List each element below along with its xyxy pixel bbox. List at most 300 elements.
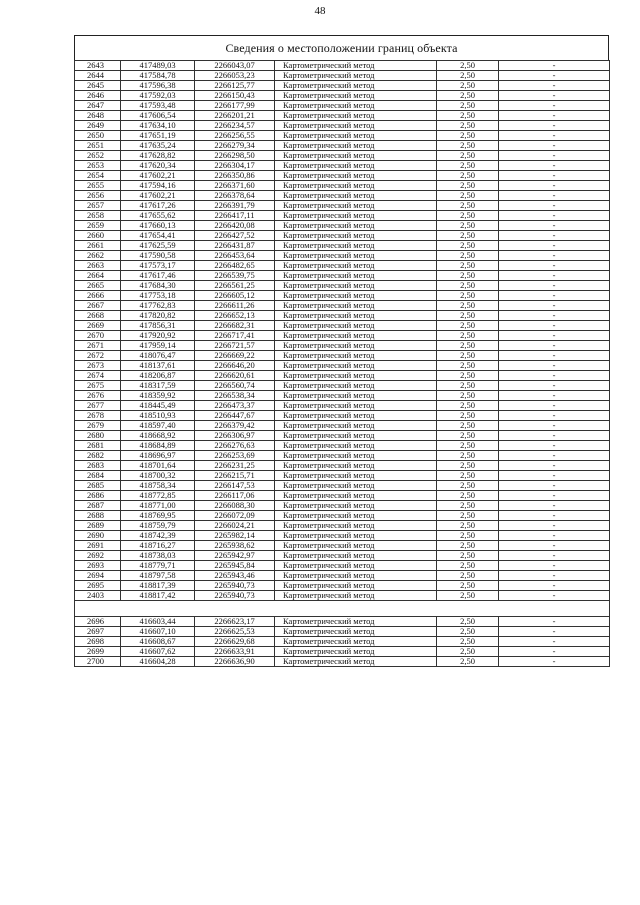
method-cell: Картометрический метод <box>275 351 437 361</box>
x-coordinate-cell: 416607,10 <box>121 627 195 637</box>
y-coordinate-cell: 2266652,13 <box>195 311 275 321</box>
accuracy-cell: 2,50 <box>437 591 499 601</box>
point-number-cell: 2655 <box>75 181 121 191</box>
table-row <box>75 311 610 321</box>
accuracy-cell: 2,50 <box>437 61 499 71</box>
point-number-cell: 2688 <box>75 511 121 521</box>
y-coordinate-cell: 2265942,97 <box>195 551 275 561</box>
accuracy-cell: 2,50 <box>437 541 499 551</box>
x-coordinate-cell: 417654,41 <box>121 231 195 241</box>
y-coordinate-cell: 2266147,53 <box>195 481 275 491</box>
accuracy-cell: 2,50 <box>437 211 499 221</box>
description-cell: - <box>499 371 610 381</box>
method-cell: Картометрический метод <box>275 241 437 251</box>
point-number-cell: 2682 <box>75 451 121 461</box>
y-coordinate-cell: 2266279,34 <box>195 141 275 151</box>
table-row <box>75 551 610 561</box>
y-coordinate-cell: 2265982,14 <box>195 531 275 541</box>
description-cell: - <box>499 311 610 321</box>
description-cell: - <box>499 121 610 131</box>
description-cell: - <box>499 411 610 421</box>
y-coordinate-cell: 2266417,11 <box>195 211 275 221</box>
table-row <box>75 71 610 81</box>
accuracy-cell: 2,50 <box>437 321 499 331</box>
y-coordinate-cell: 2266447,67 <box>195 411 275 421</box>
method-cell: Картометрический метод <box>275 401 437 411</box>
x-coordinate-cell: 418359,92 <box>121 391 195 401</box>
table-row <box>75 431 610 441</box>
y-coordinate-cell: 2266306,97 <box>195 431 275 441</box>
accuracy-cell: 2,50 <box>437 141 499 151</box>
y-coordinate-cell: 2266431,87 <box>195 241 275 251</box>
description-cell: - <box>499 541 610 551</box>
method-cell: Картометрический метод <box>275 171 437 181</box>
point-number-cell: 2661 <box>75 241 121 251</box>
y-coordinate-cell: 2266088,30 <box>195 501 275 511</box>
x-coordinate-cell: 417655,62 <box>121 211 195 221</box>
method-cell: Картометрический метод <box>275 541 437 551</box>
accuracy-cell: 2,50 <box>437 381 499 391</box>
accuracy-cell: 2,50 <box>437 657 499 667</box>
accuracy-cell: 2,50 <box>437 431 499 441</box>
y-coordinate-cell: 2266117,06 <box>195 491 275 501</box>
x-coordinate-cell: 418684,89 <box>121 441 195 451</box>
description-cell: - <box>499 281 610 291</box>
x-coordinate-cell: 417856,31 <box>121 321 195 331</box>
method-cell: Картометрический метод <box>275 511 437 521</box>
method-cell: Картометрический метод <box>275 381 437 391</box>
x-coordinate-cell: 416607,62 <box>121 647 195 657</box>
x-coordinate-cell: 417596,38 <box>121 81 195 91</box>
accuracy-cell: 2,50 <box>437 461 499 471</box>
point-number-cell: 2671 <box>75 341 121 351</box>
description-cell: - <box>499 141 610 151</box>
description-cell: - <box>499 71 610 81</box>
point-number-cell: 2697 <box>75 627 121 637</box>
point-number-cell: 2666 <box>75 291 121 301</box>
description-cell: - <box>499 331 610 341</box>
y-coordinate-cell: 2266378,64 <box>195 191 275 201</box>
point-number-cell: 2656 <box>75 191 121 201</box>
table-row <box>75 221 610 231</box>
accuracy-cell: 2,50 <box>437 411 499 421</box>
accuracy-cell: 2,50 <box>437 521 499 531</box>
method-cell: Картометрический метод <box>275 71 437 81</box>
x-coordinate-cell: 418668,92 <box>121 431 195 441</box>
description-cell: - <box>499 161 610 171</box>
point-number-cell: 2665 <box>75 281 121 291</box>
table-row <box>75 371 610 381</box>
accuracy-cell: 2,50 <box>437 331 499 341</box>
accuracy-cell: 2,50 <box>437 561 499 571</box>
point-number-cell: 2695 <box>75 581 121 591</box>
description-cell: - <box>499 561 610 571</box>
y-coordinate-cell: 2266633,91 <box>195 647 275 657</box>
accuracy-cell: 2,50 <box>437 617 499 627</box>
accuracy-cell: 2,50 <box>437 581 499 591</box>
y-coordinate-cell: 2266201,21 <box>195 111 275 121</box>
accuracy-cell: 2,50 <box>437 627 499 637</box>
accuracy-cell: 2,50 <box>437 501 499 511</box>
method-cell: Картометрический метод <box>275 291 437 301</box>
y-coordinate-cell: 2266646,20 <box>195 361 275 371</box>
accuracy-cell: 2,50 <box>437 341 499 351</box>
point-number-cell: 2692 <box>75 551 121 561</box>
y-coordinate-cell: 2266234,57 <box>195 121 275 131</box>
y-coordinate-cell: 2266253,69 <box>195 451 275 461</box>
table-row <box>75 581 610 591</box>
accuracy-cell: 2,50 <box>437 171 499 181</box>
x-coordinate-cell: 417762,83 <box>121 301 195 311</box>
method-cell: Картометрический метод <box>275 551 437 561</box>
description-cell: - <box>499 111 610 121</box>
table-row <box>75 571 610 581</box>
point-number-cell: 2676 <box>75 391 121 401</box>
accuracy-cell: 2,50 <box>437 361 499 371</box>
accuracy-cell: 2,50 <box>437 491 499 501</box>
accuracy-cell: 2,50 <box>437 311 499 321</box>
method-cell: Картометрический метод <box>275 571 437 581</box>
method-cell: Картометрический метод <box>275 331 437 341</box>
point-number-cell: 2646 <box>75 91 121 101</box>
page-number: 48 <box>314 5 326 17</box>
x-coordinate-cell: 417489,03 <box>121 61 195 71</box>
accuracy-cell: 2,50 <box>437 91 499 101</box>
point-number-cell: 2687 <box>75 501 121 511</box>
point-number-cell: 2647 <box>75 101 121 111</box>
y-coordinate-cell: 2266717,41 <box>195 331 275 341</box>
point-number-cell: 2690 <box>75 531 121 541</box>
y-coordinate-cell: 2266043,07 <box>195 61 275 71</box>
table-row <box>75 401 610 411</box>
accuracy-cell: 2,50 <box>437 71 499 81</box>
table-row <box>75 421 610 431</box>
point-number-cell: 2667 <box>75 301 121 311</box>
y-coordinate-cell: 2266420,08 <box>195 221 275 231</box>
table-row <box>75 321 610 331</box>
table-row <box>75 241 610 251</box>
accuracy-cell: 2,50 <box>437 261 499 271</box>
point-number-cell: 2680 <box>75 431 121 441</box>
method-cell: Картометрический метод <box>275 131 437 141</box>
table-row <box>75 411 610 421</box>
x-coordinate-cell: 418700,32 <box>121 471 195 481</box>
y-coordinate-cell: 2266379,42 <box>195 421 275 431</box>
y-coordinate-cell: 2266721,57 <box>195 341 275 351</box>
y-coordinate-cell: 2266150,43 <box>195 91 275 101</box>
y-coordinate-cell: 2266256,55 <box>195 131 275 141</box>
table-row <box>75 121 610 131</box>
x-coordinate-cell: 417820,82 <box>121 311 195 321</box>
method-cell: Картометрический метод <box>275 251 437 261</box>
y-coordinate-cell: 2265938,62 <box>195 541 275 551</box>
point-number-cell: 2674 <box>75 371 121 381</box>
table-row <box>75 637 610 647</box>
table-row <box>75 161 610 171</box>
description-cell: - <box>499 511 610 521</box>
table-row <box>75 351 610 361</box>
method-cell: Картометрический метод <box>275 141 437 151</box>
method-cell: Картометрический метод <box>275 211 437 221</box>
table-row <box>75 261 610 271</box>
description-cell: - <box>499 521 610 531</box>
x-coordinate-cell: 418206,87 <box>121 371 195 381</box>
method-cell: Картометрический метод <box>275 341 437 351</box>
method-cell: Картометрический метод <box>275 271 437 281</box>
point-number-cell: 2654 <box>75 171 121 181</box>
x-coordinate-cell: 418817,42 <box>121 591 195 601</box>
y-coordinate-cell: 2266053,23 <box>195 71 275 81</box>
table-row <box>75 647 610 657</box>
x-coordinate-cell: 417628,82 <box>121 151 195 161</box>
table-row <box>75 231 610 241</box>
point-number-cell: 2694 <box>75 571 121 581</box>
y-coordinate-cell: 2266625,53 <box>195 627 275 637</box>
point-number-cell: 2678 <box>75 411 121 421</box>
x-coordinate-cell: 418769,95 <box>121 511 195 521</box>
x-coordinate-cell: 417602,21 <box>121 191 195 201</box>
description-cell: - <box>499 551 610 561</box>
point-number-cell: 2652 <box>75 151 121 161</box>
point-number-cell: 2681 <box>75 441 121 451</box>
x-coordinate-cell: 417602,21 <box>121 171 195 181</box>
point-number-cell: 2686 <box>75 491 121 501</box>
y-coordinate-cell: 2266391,79 <box>195 201 275 211</box>
x-coordinate-cell: 417920,92 <box>121 331 195 341</box>
method-cell: Картометрический метод <box>275 111 437 121</box>
table-row <box>75 171 610 181</box>
description-cell: - <box>499 81 610 91</box>
y-coordinate-cell: 2265940,73 <box>195 581 275 591</box>
description-cell: - <box>499 461 610 471</box>
table-row <box>75 617 610 627</box>
y-coordinate-cell: 2265945,84 <box>195 561 275 571</box>
table-row <box>75 191 610 201</box>
point-number-cell: 2650 <box>75 131 121 141</box>
table-row <box>75 131 610 141</box>
x-coordinate-cell: 417573,17 <box>121 261 195 271</box>
x-coordinate-cell: 418771,00 <box>121 501 195 511</box>
point-number-cell: 2663 <box>75 261 121 271</box>
description-cell: - <box>499 251 610 261</box>
table-row <box>75 461 610 471</box>
method-cell: Картометрический метод <box>275 261 437 271</box>
description-cell: - <box>499 657 610 667</box>
method-cell: Картометрический метод <box>275 151 437 161</box>
accuracy-cell: 2,50 <box>437 421 499 431</box>
table-row <box>75 451 610 461</box>
method-cell: Картометрический метод <box>275 637 437 647</box>
y-coordinate-cell: 2266125,77 <box>195 81 275 91</box>
point-number-cell: 2679 <box>75 421 121 431</box>
x-coordinate-cell: 417620,34 <box>121 161 195 171</box>
y-coordinate-cell: 2266453,64 <box>195 251 275 261</box>
point-number-cell: 2670 <box>75 331 121 341</box>
method-cell: Картометрический метод <box>275 521 437 531</box>
table-row <box>75 391 610 401</box>
table-row <box>75 211 610 221</box>
point-number-cell: 2675 <box>75 381 121 391</box>
accuracy-cell: 2,50 <box>437 371 499 381</box>
x-coordinate-cell: 418701,64 <box>121 461 195 471</box>
method-cell: Картометрический метод <box>275 161 437 171</box>
accuracy-cell: 2,50 <box>437 511 499 521</box>
x-coordinate-cell: 416603,44 <box>121 617 195 627</box>
description-cell: - <box>499 191 610 201</box>
table-row <box>75 511 610 521</box>
y-coordinate-cell: 2266473,37 <box>195 401 275 411</box>
x-coordinate-cell: 417634,10 <box>121 121 195 131</box>
y-coordinate-cell: 2266560,74 <box>195 381 275 391</box>
y-coordinate-cell: 2266177,99 <box>195 101 275 111</box>
accuracy-cell: 2,50 <box>437 647 499 657</box>
point-number-cell: 2683 <box>75 461 121 471</box>
accuracy-cell: 2,50 <box>437 81 499 91</box>
method-cell: Картометрический метод <box>275 431 437 441</box>
description-cell: - <box>499 181 610 191</box>
point-number-cell: 2693 <box>75 561 121 571</box>
description-cell: - <box>499 481 610 491</box>
description-cell: - <box>499 291 610 301</box>
accuracy-cell: 2,50 <box>437 181 499 191</box>
x-coordinate-cell: 418317,59 <box>121 381 195 391</box>
accuracy-cell: 2,50 <box>437 221 499 231</box>
method-cell: Картометрический метод <box>275 321 437 331</box>
table-row <box>75 541 610 551</box>
x-coordinate-cell: 417959,14 <box>121 341 195 351</box>
table-row <box>75 627 610 637</box>
point-number-cell: 2699 <box>75 647 121 657</box>
accuracy-cell: 2,50 <box>437 201 499 211</box>
y-coordinate-cell: 2266682,31 <box>195 321 275 331</box>
point-number-cell: 2691 <box>75 541 121 551</box>
x-coordinate-cell: 418076,47 <box>121 351 195 361</box>
accuracy-cell: 2,50 <box>437 151 499 161</box>
description-cell: - <box>499 61 610 71</box>
description-cell: - <box>499 441 610 451</box>
description-cell: - <box>499 637 610 647</box>
y-coordinate-cell: 2266427,52 <box>195 231 275 241</box>
method-cell: Картометрический метод <box>275 201 437 211</box>
x-coordinate-cell: 417625,59 <box>121 241 195 251</box>
x-coordinate-cell: 417584,78 <box>121 71 195 81</box>
method-cell: Картометрический метод <box>275 627 437 637</box>
y-coordinate-cell: 2266072,09 <box>195 511 275 521</box>
y-coordinate-cell: 2266605,12 <box>195 291 275 301</box>
group-separator <box>75 601 610 617</box>
points-group-2 <box>75 617 610 667</box>
point-number-cell: 2669 <box>75 321 121 331</box>
accuracy-cell: 2,50 <box>437 241 499 251</box>
point-number-cell: 2645 <box>75 81 121 91</box>
method-cell: Картометрический метод <box>275 461 437 471</box>
accuracy-cell: 2,50 <box>437 281 499 291</box>
point-number-cell: 2651 <box>75 141 121 151</box>
description-cell: - <box>499 431 610 441</box>
accuracy-cell: 2,50 <box>437 551 499 561</box>
description-cell: - <box>499 231 610 241</box>
point-number-cell: 2698 <box>75 637 121 647</box>
table-row <box>75 281 610 291</box>
method-cell: Картометрический метод <box>275 61 437 71</box>
method-cell: Картометрический метод <box>275 421 437 431</box>
point-number-cell: 2672 <box>75 351 121 361</box>
point-number-cell: 2700 <box>75 657 121 667</box>
point-number-cell: 2668 <box>75 311 121 321</box>
x-coordinate-cell: 418445,49 <box>121 401 195 411</box>
method-cell: Картометрический метод <box>275 81 437 91</box>
table-row <box>75 301 610 311</box>
x-coordinate-cell: 417684,30 <box>121 281 195 291</box>
point-number-cell: 2685 <box>75 481 121 491</box>
description-cell: - <box>499 491 610 501</box>
table-row <box>75 151 610 161</box>
y-coordinate-cell: 2266371,60 <box>195 181 275 191</box>
point-number-cell: 2653 <box>75 161 121 171</box>
description-cell: - <box>499 341 610 351</box>
description-cell: - <box>499 401 610 411</box>
table-row <box>75 271 610 281</box>
table-row <box>75 531 610 541</box>
accuracy-cell: 2,50 <box>437 401 499 411</box>
table-row <box>75 481 610 491</box>
accuracy-cell: 2,50 <box>437 251 499 261</box>
method-cell: Картометрический метод <box>275 471 437 481</box>
x-coordinate-cell: 418738,03 <box>121 551 195 561</box>
description-cell: - <box>499 451 610 461</box>
table-row <box>75 111 610 121</box>
y-coordinate-cell: 2266623,17 <box>195 617 275 627</box>
y-coordinate-cell: 2266482,65 <box>195 261 275 271</box>
description-cell: - <box>499 581 610 591</box>
table-row <box>75 331 610 341</box>
table-row <box>75 291 610 301</box>
description-cell: - <box>499 471 610 481</box>
y-coordinate-cell: 2266636,90 <box>195 657 275 667</box>
x-coordinate-cell: 417660,13 <box>121 221 195 231</box>
method-cell: Картометрический метод <box>275 181 437 191</box>
description-cell: - <box>499 151 610 161</box>
table-title: Сведения о местоположении границ объекта <box>74 35 609 60</box>
description-cell: - <box>499 201 610 211</box>
point-number-cell: 2648 <box>75 111 121 121</box>
x-coordinate-cell: 417617,46 <box>121 271 195 281</box>
accuracy-cell: 2,50 <box>437 161 499 171</box>
table-row <box>75 561 610 571</box>
accuracy-cell: 2,50 <box>437 571 499 581</box>
y-coordinate-cell: 2266215,71 <box>195 471 275 481</box>
x-coordinate-cell: 418779,71 <box>121 561 195 571</box>
method-cell: Картометрический метод <box>275 581 437 591</box>
description-cell: - <box>499 241 610 251</box>
accuracy-cell: 2,50 <box>437 231 499 241</box>
x-coordinate-cell: 418817,39 <box>121 581 195 591</box>
method-cell: Картометрический метод <box>275 281 437 291</box>
point-number-cell: 2684 <box>75 471 121 481</box>
table-row <box>75 381 610 391</box>
coordinates-table <box>74 60 610 667</box>
x-coordinate-cell: 418742,39 <box>121 531 195 541</box>
y-coordinate-cell: 2266611,26 <box>195 301 275 311</box>
table-row <box>75 361 610 371</box>
accuracy-cell: 2,50 <box>437 637 499 647</box>
x-coordinate-cell: 416604,28 <box>121 657 195 667</box>
table-row <box>75 521 610 531</box>
points-group-1 <box>75 61 610 601</box>
method-cell: Картометрический метод <box>275 617 437 627</box>
table-row <box>75 471 610 481</box>
accuracy-cell: 2,50 <box>437 291 499 301</box>
